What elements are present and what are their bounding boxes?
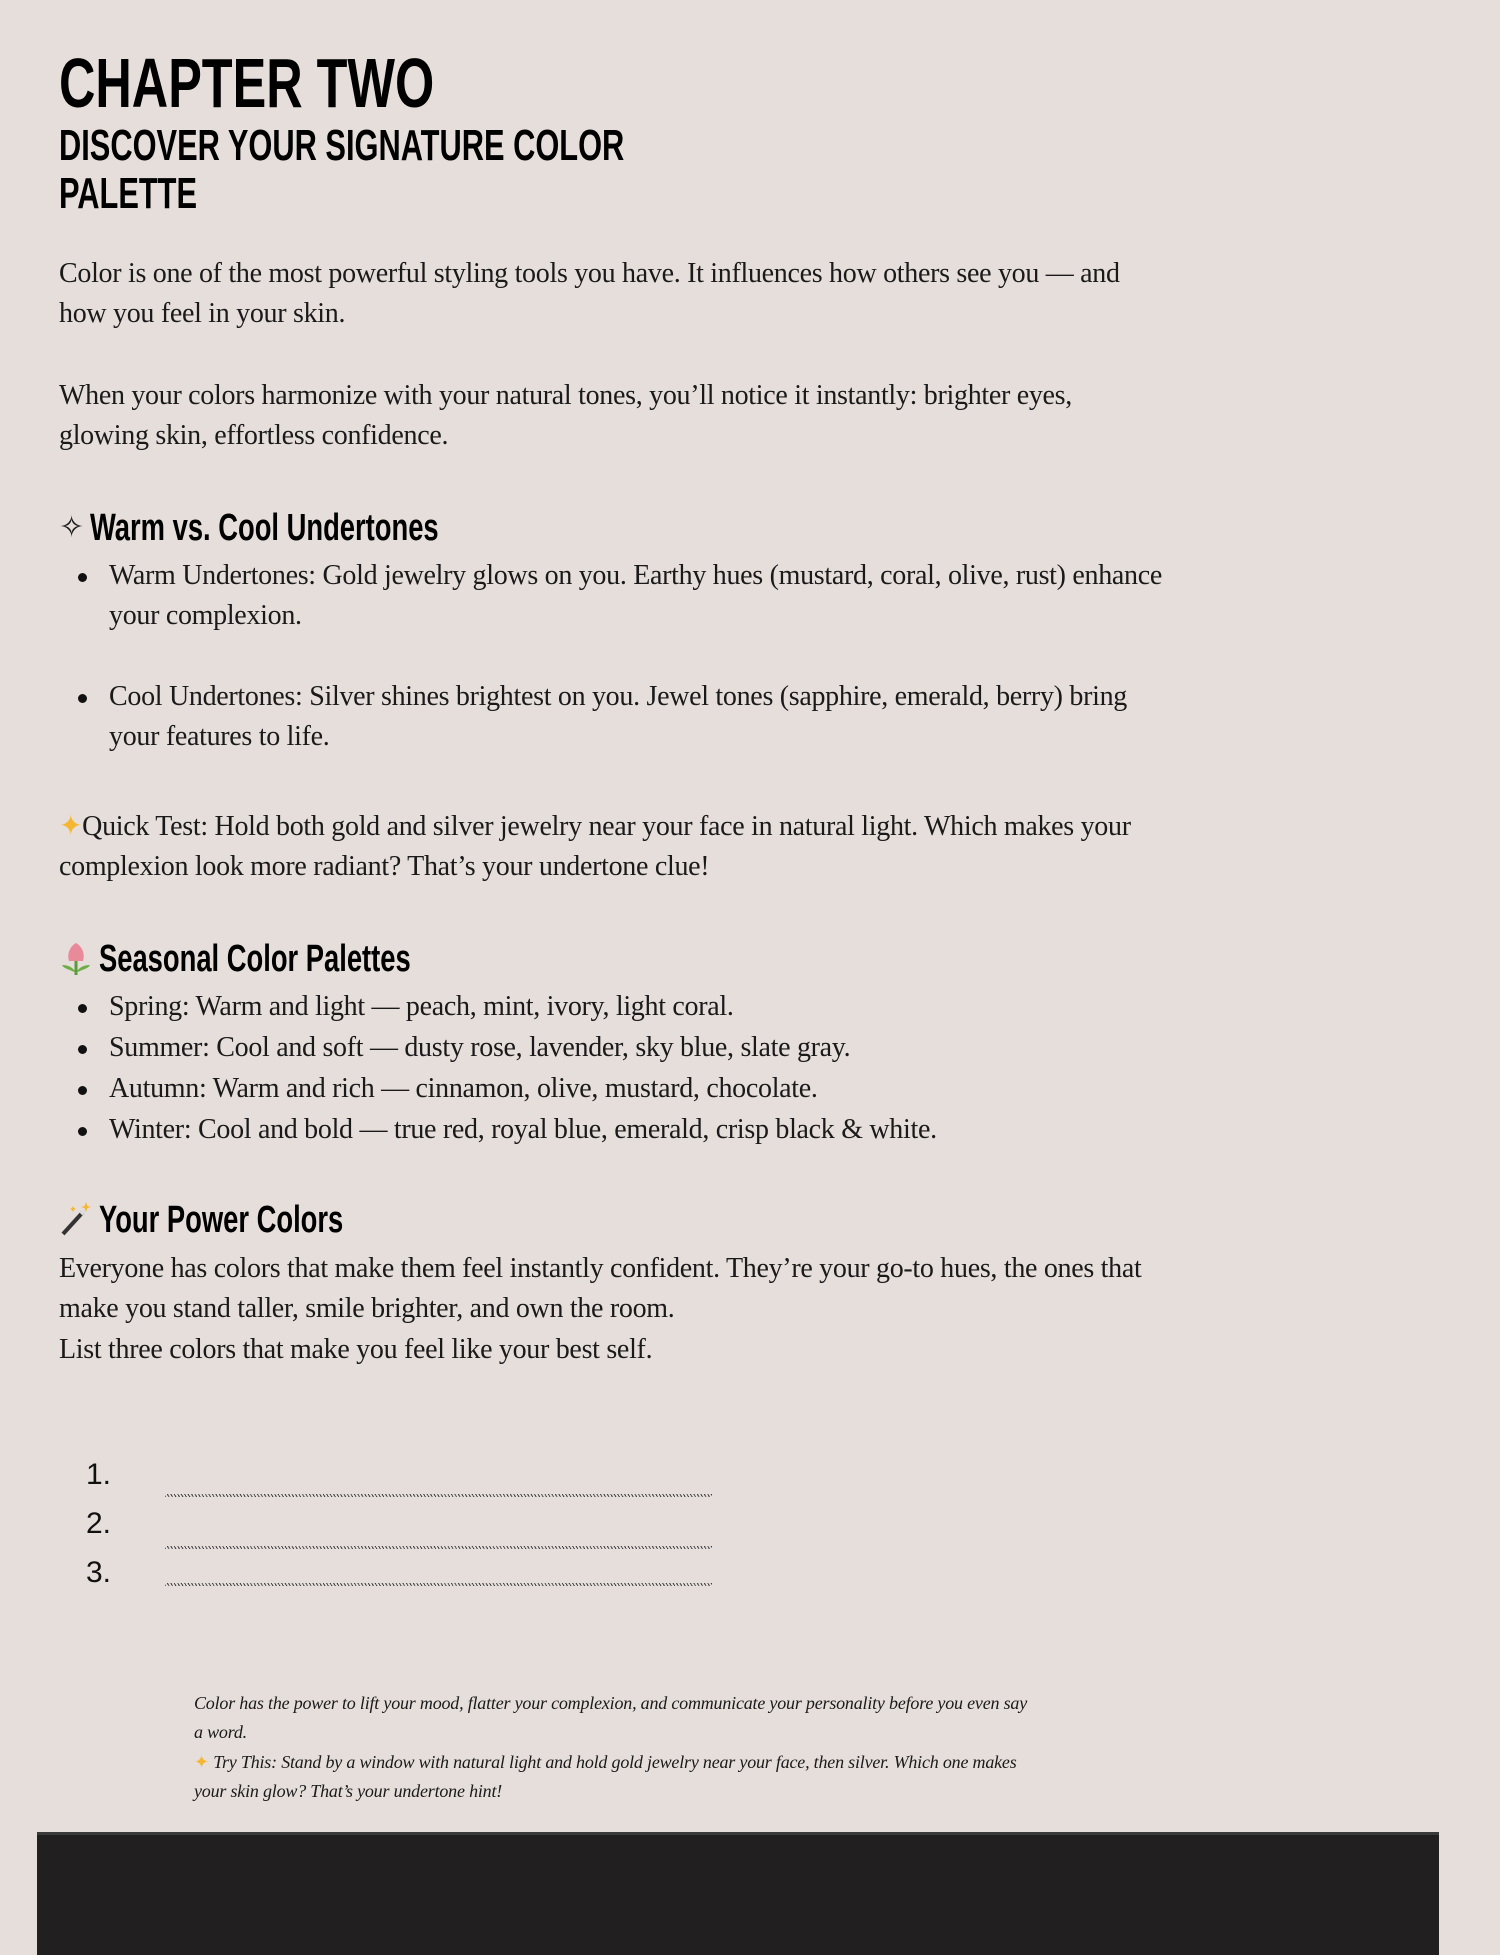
footer-note-line-1: Color has the power to lift your mood, flatter your complexion, and communicate your personality before you even say [194, 1693, 1027, 1713]
chapter-subtitle-line-2: PALETTE [59, 169, 198, 218]
magic-wand-icon [59, 1200, 93, 1246]
answer-line-1[interactable] [165, 1494, 712, 1497]
list-number-3: 3. [86, 1556, 112, 1589]
power-para-line-1: Everyone has colors that make them feel instantly confident. They’re your go-to hues, the ones that [59, 1253, 1142, 1284]
power-colors-heading: Your Power Colors [59, 1200, 438, 1246]
answer-line-2[interactable] [165, 1546, 712, 1549]
intro-p1-line-2: how you feel in your skin. [59, 298, 346, 329]
seasonal-heading: Seasonal Color Palettes [59, 939, 532, 985]
quick-test-line-1: ✦Quick Test: Hold both gold and silver jewelry near your face in natural light. Which makes your [59, 811, 1131, 842]
tulip-icon [59, 939, 93, 985]
undertone-item-warm-cont: your complexion. [109, 600, 302, 631]
sparkles-icon: ✦ [194, 1752, 214, 1772]
chapter-title: CHAPTER TWO [59, 44, 435, 122]
quick-test-line-2: complexion look more radiant? That’s your undertone clue! [59, 851, 710, 882]
sparkles-icon: ✦ [59, 811, 83, 842]
chapter-subtitle-line-1: DISCOVER YOUR SIGNATURE COLOR [59, 121, 625, 170]
undertone-item-cool-cont: your features to life. [109, 721, 330, 752]
intro-p2-line-1: When your colors harmonize with your natural tones, you’ll notice it instantly: brighter eyes, [59, 380, 1072, 411]
intro-p1-line-1: Color is one of the most powerful styling tools you have. It influences how others see you — and [59, 258, 1120, 289]
footer-try-line-2: your skin glow? That’s your undertone hint! [194, 1781, 503, 1801]
undertone-item-warm: Warm Undertones: Gold jewelry glows on you. Earthy hues (mustard, coral, olive, rust) enhance [109, 556, 1162, 596]
list-number-2: 2. [86, 1507, 112, 1540]
footer-note-line-2: a word. [194, 1722, 247, 1742]
season-item-summer: Summer: Cool and soft — dusty rose, lavender, sky blue, slate gray. [109, 1028, 850, 1068]
season-item-autumn: Autumn: Warm and rich — cinnamon, olive, mustard, chocolate. [109, 1069, 818, 1109]
sparkle-outline-icon: ✧ [59, 511, 85, 544]
list-number-1: 1. [86, 1458, 112, 1491]
footer-try-line-1: ✦ Try This: Stand by a window with natural light and hold gold jewelry near your face, then silver. Which one makes [194, 1752, 1017, 1772]
answer-line-3[interactable] [165, 1583, 712, 1586]
power-para-line-2: make you stand taller, smile brighter, and own the room. [59, 1293, 675, 1324]
intro-p2-line-2: glowing skin, effortless confidence. [59, 420, 449, 451]
season-item-spring: Spring: Warm and light — peach, mint, ivory, light coral. [109, 987, 734, 1027]
power-para-line-3: List three colors that make you feel like your best self. [59, 1334, 653, 1365]
undertone-item-cool: Cool Undertones: Silver shines brightest on you. Jewel tones (sapphire, emerald, berry) bring [109, 677, 1127, 717]
undertones-heading: ✧ Warm vs. Cool Undertones [59, 507, 439, 549]
dark-panel [37, 1832, 1439, 1955]
season-item-winter: Winter: Cool and bold — true red, royal blue, emerald, crisp black & white. [109, 1110, 937, 1150]
